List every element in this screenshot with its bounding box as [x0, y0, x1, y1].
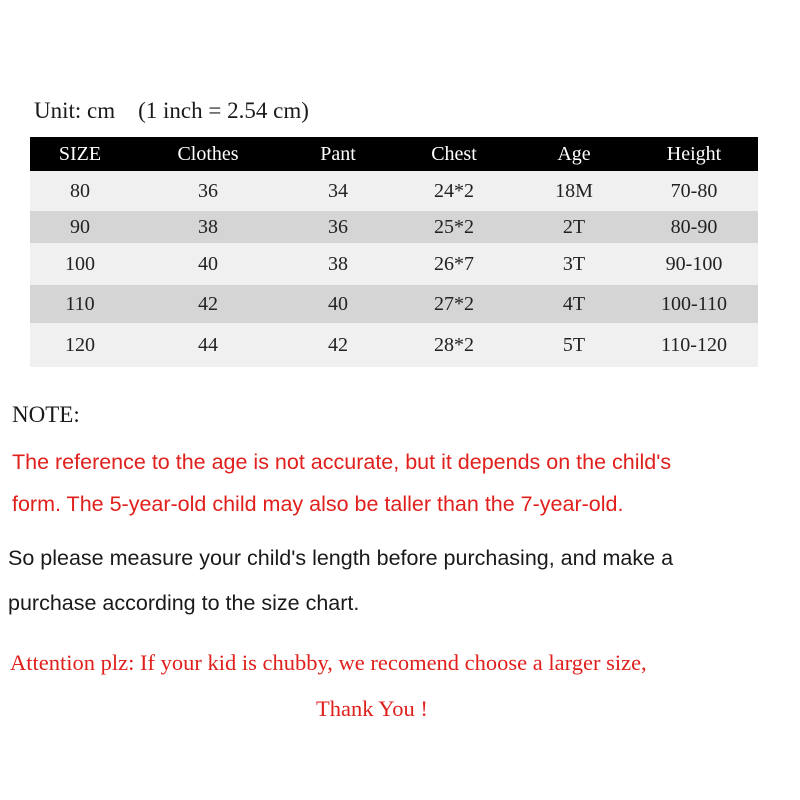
cell-chest: 24*2: [390, 171, 518, 211]
cell-size: 100: [30, 243, 130, 285]
header-pant: Pant: [286, 137, 390, 171]
cell-age: 18M: [518, 171, 630, 211]
cell-clothes: 40: [130, 243, 286, 285]
cell-height: 90-100: [630, 243, 758, 285]
cell-pant: 38: [286, 243, 390, 285]
cell-height: 80-90: [630, 211, 758, 243]
cell-clothes: 44: [130, 323, 286, 367]
size-chart-table: [30, 137, 758, 367]
attention-line: Attention plz: If your kid is chubby, we recomend choose a larger size,: [10, 650, 647, 675]
cell-age: 4T: [518, 285, 630, 323]
thank-you-text: Thank You !: [316, 696, 428, 721]
cell-clothes: 36: [130, 171, 286, 211]
header-clothes: Clothes: [130, 137, 286, 171]
cell-chest: 27*2: [390, 285, 518, 323]
cell-size: 90: [30, 211, 130, 243]
table-row: [30, 211, 758, 243]
header-height: Height: [630, 137, 758, 171]
table-row: [30, 243, 758, 285]
cell-size: 80: [30, 171, 130, 211]
cell-size: 120: [30, 323, 130, 367]
cell-age: 3T: [518, 243, 630, 285]
header-chest: Chest: [390, 137, 518, 171]
cell-pant: 42: [286, 323, 390, 367]
cell-height: 100-110: [630, 285, 758, 323]
age-disclaimer-line-1: The reference to the age is not accurate, but it depends on the child's: [12, 450, 672, 474]
table-header-row: [30, 137, 758, 171]
cell-pant: 34: [286, 171, 390, 211]
note-label: NOTE:: [12, 402, 80, 427]
cell-clothes: 38: [130, 211, 286, 243]
table-row: [30, 171, 758, 211]
header-size: SIZE: [30, 137, 130, 171]
cell-age: 2T: [518, 211, 630, 243]
cell-clothes: 42: [130, 285, 286, 323]
cell-height: 70-80: [630, 171, 758, 211]
cell-pant: 36: [286, 211, 390, 243]
cell-pant: 40: [286, 285, 390, 323]
measure-advice-line-2: purchase according to the size chart.: [8, 591, 360, 615]
header-age: Age: [518, 137, 630, 171]
unit-note: Unit: cm (1 inch = 2.54 cm): [34, 98, 309, 123]
cell-chest: 28*2: [390, 323, 518, 367]
table-row: [30, 285, 758, 323]
cell-chest: 26*7: [390, 243, 518, 285]
measure-advice-line-1: So please measure your child's length before purchasing, and make a: [8, 546, 674, 570]
cell-chest: 25*2: [390, 211, 518, 243]
cell-height: 110-120: [630, 323, 758, 367]
cell-age: 5T: [518, 323, 630, 367]
age-disclaimer-line-2: form. The 5-year-old child may also be taller than the 7-year-old.: [12, 492, 624, 516]
cell-size: 110: [30, 285, 130, 323]
table-row: [30, 323, 758, 367]
